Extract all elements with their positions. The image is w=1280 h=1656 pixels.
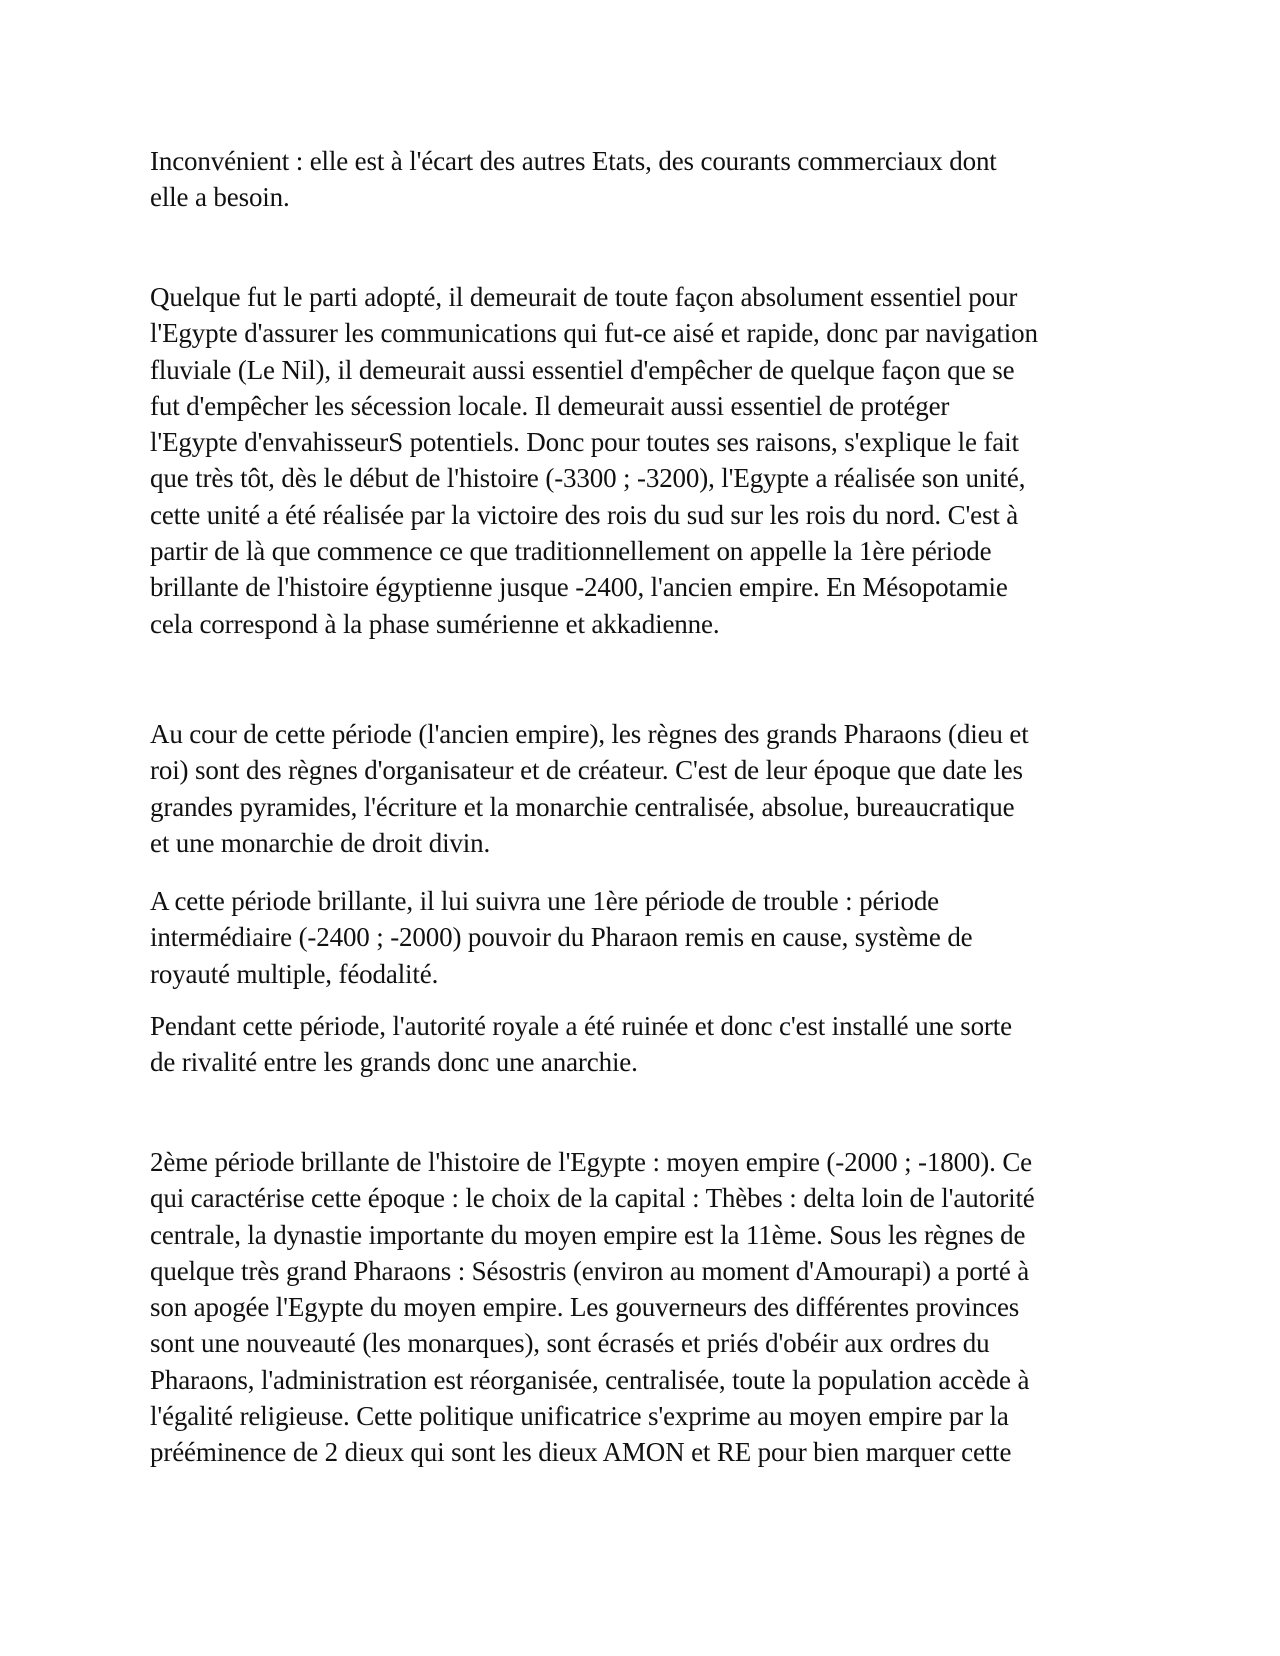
paragraph-ancien-empire: Au cour de cette période (l'ancien empire), les règnes des grands Pharaons (dieu et roi) sont des règnes d'organisateur et de créateur. C'est de leur époque que date les grandes pyramides, l'écriture et la monarchie centralisée, absolue, bureaucratique et une monarchie de droit divin. xyxy=(150,719,1029,858)
paragraph-anarchie: Pendant cette période, l'autorité royale a été ruinée et donc c'est installé une sorte de rivalité entre les grands donc une anarchie. xyxy=(150,1011,1012,1078)
paragraph-moyen-empire: 2ème période brillante de l'histoire de l'Egypte : moyen empire (-2000 ; -1800). Ce qui caractérise cette époque : le choix de la capital : Thèbes : delta loin de l'autorité centrale, la dynastie importante du moyen empire est la 11ème. Sous les règnes de quelque très grand Pharaons : Sésostris (environ au moment d'Amourapi) a porté à son apogée l'Egypte du moyen empire. Les gouverneurs des différentes provinces sont une nouveauté (les monarques), sont écrasés et priés d'obéir aux ordres du Pharaons, l'administration est réorganisée, centralisée, toute la population accède à l'égalité religieuse. Cette politique unificatrice s'exprime au moyen empire par la prééminence de 2 dieux qui sont les dieux AMON et RE pour bien marquer cette xyxy=(150,1147,1035,1468)
paragraph-periode-intermediaire: A cette période brillante, il lui suivra une 1ère période de trouble : période intermédiaire (-2400 ; -2000) pouvoir du Pharaon remis en cause, système de royauté multiple, féodalité. xyxy=(150,886,973,989)
paragraph-inconvenient: Inconvénient : elle est à l'écart des autres Etats, des courants commerciaux dont elle a besoin. xyxy=(150,146,997,213)
paragraph-unite-egypte: Quelque fut le parti adopté, il demeurait de toute façon absolument essentiel pour l'Egypte d'assurer les communications qui fut-ce aisé et rapide, donc par navigation fluviale (Le Nil), il demeurait aussi essentiel d'empêcher de quelque façon que se fut d'empêcher les sécession locale. Il demeurait aussi essentiel de protéger l'Egypte d'envahisseurS potentiels. Donc pour toutes ses raisons, s'explique le fait que très tôt, dès le début de l'histoire (-3300 ; -3200), l'Egypte a réalisée son unité, cette unité a été réalisée par la victoire des rois du sud sur les rois du nord. C'est à partir de là que commence ce que traditionnellement on appelle la 1ère période brillante de l'histoire égyptienne jusque -2400, l'ancien empire. En Mésopotamie cela correspond à la phase sumérienne et akkadienne. xyxy=(150,282,1038,639)
